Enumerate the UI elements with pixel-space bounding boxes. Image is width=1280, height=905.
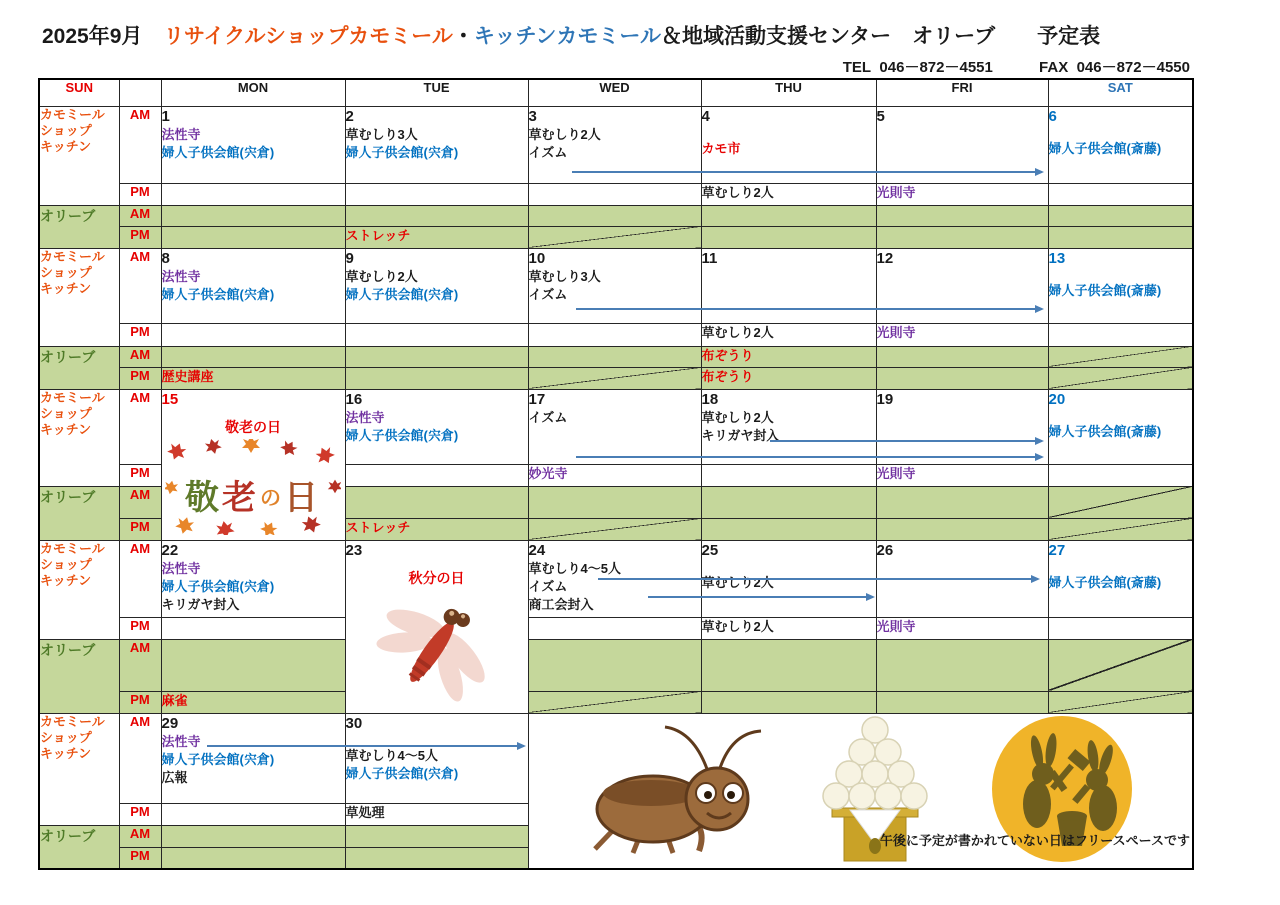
pm-row-label: PM xyxy=(119,847,161,869)
day-11-olive-am-cell xyxy=(701,346,876,367)
kamomile-row-label: カモミール ショップ キッチン xyxy=(39,540,119,639)
header-wed: WED xyxy=(528,79,701,106)
header-blank xyxy=(119,79,161,106)
day-26-olive-am-cell xyxy=(876,639,1048,691)
day-19-olive-am-cell xyxy=(876,486,1048,518)
event-text: 草むしり2人 xyxy=(701,324,774,340)
pm-row-label: PM xyxy=(119,323,161,346)
event-text: キリガヤ封入 xyxy=(161,596,240,612)
day-26-pm-cell xyxy=(876,617,1048,639)
day-1-olive-pm-cell xyxy=(161,226,345,248)
header-fri: FRI xyxy=(876,79,1048,106)
keirou-no-hi-illustration xyxy=(165,439,341,535)
maple-leaf-icon xyxy=(165,479,179,495)
day-number: 10 xyxy=(528,249,546,267)
maple-leaf-icon xyxy=(258,519,279,535)
title-spacer xyxy=(142,20,163,50)
event-text: 婦人子供会館(斎藤) xyxy=(1048,423,1162,439)
event-text: 草むしり2人 xyxy=(528,126,601,142)
day-8-olive-pm-cell xyxy=(161,367,345,389)
event-text: 光則寺 xyxy=(876,618,916,634)
event-text: 婦人子供会館(宍倉) xyxy=(345,144,459,160)
header-mon: MON xyxy=(161,79,345,106)
event-text: イズム xyxy=(528,578,568,594)
day-27-pm-cell xyxy=(1048,617,1193,639)
day-16-pm-cell xyxy=(345,464,528,486)
tel-label: TEL xyxy=(842,59,872,76)
am-row-label: AM xyxy=(119,248,161,323)
fax-number: 046－872－4550 xyxy=(1076,59,1190,76)
day-6-olive-am-cell xyxy=(1048,205,1193,226)
day-30-pm-cell xyxy=(345,803,528,825)
am-row-label: AM xyxy=(119,713,161,803)
day-number: 16 xyxy=(345,390,363,408)
event-text: 婦人子供会館(宍倉) xyxy=(345,286,459,302)
day-22-am-cell xyxy=(161,540,345,617)
day-number: 18 xyxy=(701,390,719,408)
event-text: 光則寺 xyxy=(876,324,916,340)
am-row-label: AM xyxy=(119,486,161,518)
day-30-am-cell xyxy=(345,713,528,803)
day-number: 20 xyxy=(1048,390,1066,408)
continuation-arrow xyxy=(576,308,1042,310)
day-23-holiday-cell xyxy=(345,540,528,713)
day-5-pm-cell xyxy=(876,183,1048,205)
event-text: カモ市 xyxy=(701,140,741,156)
schedule-table xyxy=(38,78,1194,870)
svg-text:老: 老 xyxy=(222,478,256,517)
pm-row-label: PM xyxy=(119,518,161,540)
day-11-am-cell xyxy=(701,248,876,323)
event-text: 草むしり2人 xyxy=(701,618,774,634)
maple-leaf-icon xyxy=(278,439,300,459)
holiday-title: 秋分の日 xyxy=(408,569,465,586)
header-sun: SUN xyxy=(39,79,119,106)
olive-row-label: オリーブ xyxy=(39,825,119,869)
holiday-title: 敬老の日 xyxy=(225,418,281,435)
day-number: 17 xyxy=(528,390,546,408)
day-16-am-cell xyxy=(345,389,528,464)
contact-line xyxy=(38,56,1190,77)
fax-label: FAX xyxy=(1039,59,1069,76)
day-20-olive-am-cell xyxy=(1048,486,1193,518)
maple-leaf-icon xyxy=(165,440,188,462)
day-18-olive-am-cell xyxy=(701,486,876,518)
maple-leaf-icon xyxy=(242,439,260,453)
am-row-label: AM xyxy=(119,106,161,183)
svg-text:敬: 敬 xyxy=(185,478,219,517)
day-15-holiday-cell xyxy=(161,389,345,540)
pm-row-label: PM xyxy=(119,691,161,713)
day-number: 6 xyxy=(1048,107,1057,125)
event-text: 婦人子供会館(宍倉) xyxy=(345,427,459,443)
continuation-arrow xyxy=(770,440,1042,442)
event-text: 光則寺 xyxy=(876,465,916,481)
pm-row-label: PM xyxy=(119,367,161,389)
am-row-label: AM xyxy=(119,825,161,847)
day-9-pm-cell xyxy=(345,323,528,346)
day-4-olive-am-cell xyxy=(701,205,876,226)
day-6-olive-pm-cell xyxy=(1048,226,1193,248)
day-number: 15 xyxy=(161,390,179,408)
day-25-olive-am-cell xyxy=(701,639,876,691)
olive-row-label: オリーブ xyxy=(39,346,119,389)
day-25-olive-pm-cell xyxy=(701,691,876,713)
am-row-label: AM xyxy=(119,346,161,367)
svg-text:の: の xyxy=(260,486,281,510)
header-thu: THU xyxy=(701,79,876,106)
dragonfly-illustration xyxy=(362,590,512,708)
title-shop2: キッチンカモミール xyxy=(473,25,661,48)
event-text: 法性寺 xyxy=(161,733,201,749)
event-text: 婦人子供会館(宍倉) xyxy=(161,144,275,160)
day-1-pm-cell xyxy=(161,183,345,205)
day-9-olive-pm-cell xyxy=(345,367,528,389)
tel-number: 046－872－4551 xyxy=(879,59,993,76)
day-2-am-cell xyxy=(345,106,528,183)
day-number: 11 xyxy=(701,249,718,267)
event-text: 婦人子供会館(斎藤) xyxy=(1048,282,1162,298)
event-text: 歴史講座 xyxy=(161,368,214,384)
day-4-pm-cell xyxy=(701,183,876,205)
kamomile-row-label: カモミール ショップ キッチン xyxy=(39,389,119,486)
day-29-olive-pm-cell xyxy=(161,847,345,869)
olive-row-label: オリーブ xyxy=(39,205,119,248)
day-number: 3 xyxy=(528,107,537,125)
continuation-arrow xyxy=(648,596,873,598)
day-2-olive-pm-cell xyxy=(345,226,528,248)
kamomile-row-label: カモミール ショップ キッチン xyxy=(39,106,119,205)
day-3-olive-am-cell xyxy=(528,205,701,226)
day-10-pm-cell xyxy=(528,323,701,346)
day-number: 22 xyxy=(161,541,179,559)
day-20-pm-cell xyxy=(1048,464,1193,486)
continuation-arrow xyxy=(576,456,1042,458)
event-text: 麻雀 xyxy=(161,692,188,708)
day-number: 8 xyxy=(161,249,170,267)
maple-leaf-icon xyxy=(203,439,223,456)
day-number: 26 xyxy=(876,541,894,559)
maple-leaf-icon xyxy=(313,443,336,466)
day-10-olive-pm-cell xyxy=(528,367,701,389)
day-12-olive-pm-cell xyxy=(876,367,1048,389)
day-2-pm-cell xyxy=(345,183,528,205)
event-text: 広報 xyxy=(161,769,188,785)
event-text: 法性寺 xyxy=(161,268,201,284)
day-1-am-cell xyxy=(161,106,345,183)
day-number: 12 xyxy=(876,249,894,267)
day-3-pm-cell xyxy=(528,183,701,205)
day-8-pm-cell xyxy=(161,323,345,346)
continuation-arrow xyxy=(207,745,524,747)
event-text: 婦人子供会館(斎藤) xyxy=(1048,574,1162,590)
kamomile-row-label: カモミール ショップ キッチン xyxy=(39,248,119,346)
day-11-pm-cell xyxy=(701,323,876,346)
event-text: イズム xyxy=(528,409,568,425)
event-text: 妙光寺 xyxy=(528,465,568,481)
day-8-am-cell xyxy=(161,248,345,323)
event-text: ストレッチ xyxy=(345,519,411,535)
day-number: 27 xyxy=(1048,541,1066,559)
day-22-pm-cell xyxy=(161,617,345,639)
title-dot: ・ xyxy=(452,25,474,48)
event-text: 光則寺 xyxy=(876,184,916,200)
event-text: 婦人子供会館(宍倉) xyxy=(161,578,275,594)
event-text: イズム xyxy=(528,286,568,302)
day-9-am-cell xyxy=(345,248,528,323)
day-13-olive-am-cell xyxy=(1048,346,1193,367)
day-10-am-cell xyxy=(528,248,701,323)
event-text: 草むしり2人 xyxy=(701,574,774,590)
day-13-olive-pm-cell xyxy=(1048,367,1193,389)
event-text: 婦人子供会館(宍倉) xyxy=(161,751,275,767)
continuation-arrow xyxy=(572,171,1042,173)
day-17-olive-pm-cell xyxy=(528,518,701,540)
am-row-label: AM xyxy=(119,639,161,691)
day-27-am-cell xyxy=(1048,540,1193,617)
kamomile-row-label: カモミール ショップ キッチン xyxy=(39,713,119,825)
day-19-pm-cell xyxy=(876,464,1048,486)
day-8-olive-am-cell xyxy=(161,346,345,367)
day-number: 25 xyxy=(701,541,719,559)
event-text: 草むしり2人 xyxy=(701,409,774,425)
event-text: 草むしり4～5人 xyxy=(345,747,438,763)
day-number: 2 xyxy=(345,107,354,125)
event-text: 婦人子供会館(斎藤) xyxy=(1048,140,1162,156)
am-row-label: AM xyxy=(119,540,161,617)
event-text: 草むしり4～5人 xyxy=(528,560,621,576)
maple-leaf-icon xyxy=(174,514,196,534)
event-text: ストレッチ xyxy=(345,227,411,243)
day-10-olive-am-cell xyxy=(528,346,701,367)
day-number: 9 xyxy=(345,249,354,267)
event-text: 草むしり2人 xyxy=(345,268,418,284)
day-number: 4 xyxy=(701,107,710,125)
day-20-olive-pm-cell xyxy=(1048,518,1193,540)
day-12-am-cell xyxy=(876,248,1048,323)
day-6-pm-cell xyxy=(1048,183,1193,205)
day-1-olive-am-cell xyxy=(161,205,345,226)
day-12-olive-am-cell xyxy=(876,346,1048,367)
day-3-olive-pm-cell xyxy=(528,226,701,248)
event-text: イズム xyxy=(528,144,568,160)
day-27-olive-am-cell xyxy=(1048,639,1193,691)
day-30-olive-pm-cell xyxy=(345,847,528,869)
pm-row-label: PM xyxy=(119,803,161,825)
am-row-label: AM xyxy=(119,389,161,464)
day-17-am-cell xyxy=(528,389,701,464)
event-text: 草処理 xyxy=(345,804,385,820)
event-text: 草むしり3人 xyxy=(528,268,601,284)
pm-row-label: PM xyxy=(119,617,161,639)
continuation-arrow xyxy=(598,578,1038,580)
title-rest: ＆地域活動支援センター オリーブ 予定表 xyxy=(661,25,1101,48)
day-29-pm-cell xyxy=(161,803,345,825)
pm-row-label: PM xyxy=(119,226,161,248)
event-text: 布ぞうり xyxy=(701,368,754,384)
event-text: 法性寺 xyxy=(345,409,385,425)
day-number: 19 xyxy=(876,390,894,408)
event-text: 布ぞうり xyxy=(701,347,754,363)
day-5-olive-pm-cell xyxy=(876,226,1048,248)
day-22-olive-pm-cell xyxy=(161,691,345,713)
page-title xyxy=(42,20,1100,50)
svg-text:日: 日 xyxy=(284,478,318,517)
day-number: 30 xyxy=(345,714,363,732)
olive-row-label: オリーブ xyxy=(39,639,119,713)
day-2-olive-am-cell xyxy=(345,205,528,226)
pm-row-label: PM xyxy=(119,464,161,486)
day-number: 1 xyxy=(161,107,170,125)
day-13-pm-cell xyxy=(1048,323,1193,346)
day-number: 5 xyxy=(876,107,885,125)
day-5-olive-am-cell xyxy=(876,205,1048,226)
title-shop1: リサイクルショップカモミール xyxy=(163,25,453,48)
day-24-pm-cell xyxy=(528,617,701,639)
day-20-am-cell xyxy=(1048,389,1193,464)
day-24-olive-am-cell xyxy=(528,639,701,691)
day-26-olive-pm-cell xyxy=(876,691,1048,713)
event-text: 婦人子供会館(宍倉) xyxy=(161,286,275,302)
day-25-pm-cell xyxy=(701,617,876,639)
am-row-label: AM xyxy=(119,205,161,226)
maple-leaf-icon xyxy=(215,519,236,534)
day-16-olive-pm-cell xyxy=(345,518,528,540)
calendar-wrap xyxy=(38,78,1194,870)
footnote: 午後に予定が書かれていない日はフリースペースです xyxy=(879,833,1190,848)
event-text: 法性寺 xyxy=(161,560,201,576)
day-9-olive-am-cell xyxy=(345,346,528,367)
header-sat: SAT xyxy=(1048,79,1193,106)
day-11-olive-pm-cell xyxy=(701,367,876,389)
event-text: 婦人子供会館(宍倉) xyxy=(345,765,459,781)
day-18-pm-cell xyxy=(701,464,876,486)
day-22-olive-am-cell xyxy=(161,639,345,691)
day-number: 29 xyxy=(161,714,179,732)
day-24-olive-pm-cell xyxy=(528,691,701,713)
day-16-olive-am-cell xyxy=(345,486,528,518)
day-number: 24 xyxy=(528,541,546,559)
day-19-am-cell xyxy=(876,389,1048,464)
title-month: 2025年9月 xyxy=(42,25,143,48)
event-text: 草むしり3人 xyxy=(345,126,418,142)
pm-row-label: PM xyxy=(119,183,161,205)
day-27-olive-pm-cell xyxy=(1048,691,1193,713)
day-18-olive-pm-cell xyxy=(701,518,876,540)
day-12-pm-cell xyxy=(876,323,1048,346)
day-18-am-cell xyxy=(701,389,876,464)
day-13-am-cell xyxy=(1048,248,1193,323)
day-number: 23 xyxy=(345,541,363,559)
day-17-pm-cell xyxy=(528,464,701,486)
day-4-olive-pm-cell xyxy=(701,226,876,248)
olive-row-label: オリーブ xyxy=(39,486,119,540)
event-text: 草むしり2人 xyxy=(701,184,774,200)
event-text: キリガヤ封入 xyxy=(701,427,780,443)
event-text: 法性寺 xyxy=(161,126,201,142)
day-17-olive-am-cell xyxy=(528,486,701,518)
day-number: 13 xyxy=(1048,249,1066,267)
day-29-am-cell xyxy=(161,713,345,803)
day-6-am-cell xyxy=(1048,106,1193,183)
header-tue: TUE xyxy=(345,79,528,106)
maple-leaf-icon xyxy=(328,479,341,493)
day-19-olive-pm-cell xyxy=(876,518,1048,540)
event-text: 商工会封入 xyxy=(528,596,594,612)
